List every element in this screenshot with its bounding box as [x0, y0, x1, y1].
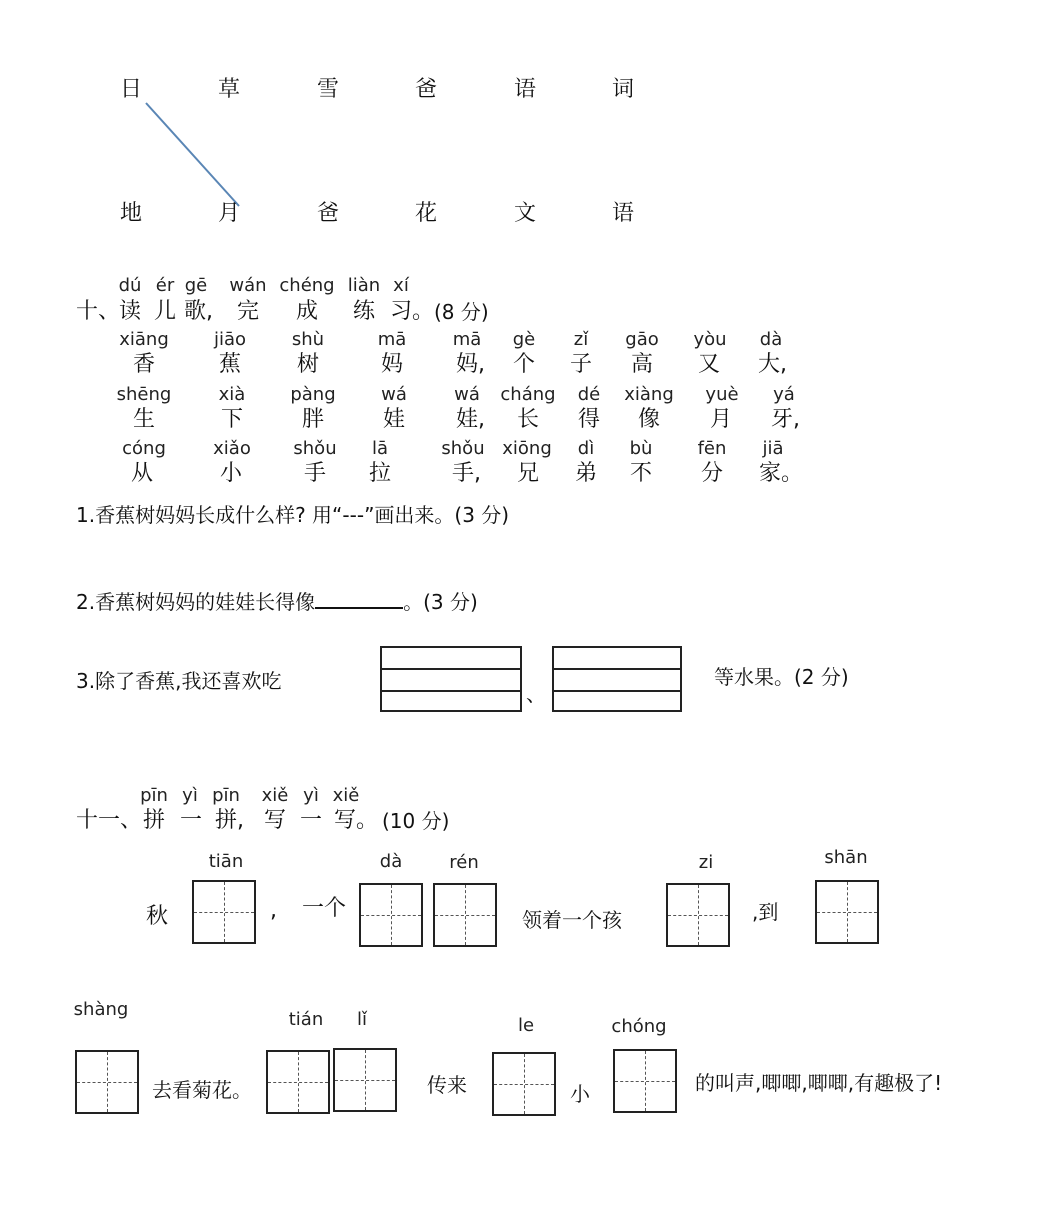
- sentence-text: 秋: [146, 904, 169, 929]
- writing-box-da[interactable]: [359, 883, 423, 947]
- separator: 、: [526, 682, 546, 706]
- sentence-text: 传来: [427, 1073, 467, 1097]
- section11-score: (10 分): [382, 809, 450, 833]
- sentence-text: ,到: [752, 900, 779, 924]
- sentence-text: 小: [570, 1082, 590, 1106]
- poem-pinyin: shù: [291, 329, 325, 350]
- title-char: 完: [237, 299, 260, 324]
- poem-pinyin: xià: [218, 384, 246, 405]
- match-bottom-3[interactable]: 爸: [317, 201, 340, 226]
- title-char: 儿: [154, 299, 177, 324]
- poem-pinyin: lā: [371, 438, 389, 459]
- match-bottom-6[interactable]: 语: [612, 201, 635, 226]
- box-divider: [382, 690, 520, 692]
- poem-pinyin: shǒu: [441, 438, 485, 459]
- question-2-score: 。(3 分): [403, 590, 478, 614]
- writing-box-shan[interactable]: [815, 880, 879, 944]
- title-pinyin: xiě: [261, 785, 289, 806]
- title-char: 练: [353, 299, 376, 324]
- sentence-text: 一个: [302, 896, 347, 921]
- box-pinyin: tiān: [208, 851, 244, 872]
- poem-char: 子: [570, 352, 593, 377]
- poem-pinyin: xiàng: [624, 384, 674, 405]
- sentence-text: 去看菊花。: [152, 1078, 252, 1102]
- poem-char: 高: [631, 352, 654, 377]
- sentence-text: ,: [270, 898, 277, 923]
- writing-box-zi[interactable]: [666, 883, 730, 947]
- poem-char: 手: [304, 461, 327, 486]
- poem-char: 分: [701, 461, 724, 486]
- match-bottom-5[interactable]: 文: [514, 201, 537, 226]
- writing-box-tian2[interactable]: [266, 1050, 330, 1114]
- poem-pinyin: dé: [577, 384, 601, 405]
- match-top-5[interactable]: 语: [514, 77, 537, 102]
- poem-char: 长: [517, 407, 540, 432]
- poem-char: 蕉: [219, 352, 242, 377]
- poem-char: 妈,: [456, 352, 485, 377]
- poem-char: 生: [133, 407, 156, 432]
- answer-blank[interactable]: [315, 587, 403, 609]
- box-pinyin: shān: [824, 847, 868, 868]
- section11-number: 十一、: [76, 808, 143, 833]
- poem-char: 胖: [302, 407, 325, 432]
- title-char: 读: [119, 299, 142, 324]
- poem-pinyin: yuè: [705, 384, 739, 405]
- box-divider: [554, 690, 680, 692]
- match-top-3[interactable]: 雪: [317, 77, 340, 102]
- poem-pinyin: xiāng: [119, 329, 169, 350]
- poem-pinyin: fēn: [697, 438, 727, 459]
- poem-pinyin: dà: [759, 329, 783, 350]
- match-bottom-4[interactable]: 花: [415, 201, 438, 226]
- poem-char: 又: [698, 352, 721, 377]
- poem-pinyin: shǒu: [293, 438, 337, 459]
- title-pinyin: gē: [184, 275, 208, 296]
- poem-pinyin: gè: [512, 329, 536, 350]
- match-bottom-2[interactable]: 月: [218, 201, 241, 226]
- poem-pinyin: wá: [381, 384, 407, 405]
- writing-box-le[interactable]: [492, 1052, 556, 1116]
- poem-pinyin: jiā: [762, 438, 784, 459]
- title-char: 写: [264, 808, 287, 833]
- poem-char: 家。: [759, 461, 804, 486]
- box-pinyin: dà: [379, 851, 403, 872]
- box-pinyin: le: [517, 1015, 535, 1036]
- poem-char: 娃,: [456, 407, 485, 432]
- poem-char: 手,: [452, 461, 481, 486]
- poem-pinyin: cháng: [500, 384, 556, 405]
- title-pinyin: ér: [155, 275, 175, 296]
- writing-box-tian[interactable]: [192, 880, 256, 944]
- title-char: 一: [300, 808, 323, 833]
- poem-pinyin: cóng: [122, 438, 166, 459]
- question-3-text: 3.除了香蕉,我还喜欢吃: [76, 669, 282, 693]
- title-char: 拼: [143, 808, 166, 833]
- title-char: 一: [180, 808, 203, 833]
- title-pinyin: wán: [229, 275, 267, 296]
- poem-pinyin: shēng: [116, 384, 172, 405]
- poem-char: 娃: [383, 407, 406, 432]
- poem-pinyin: bù: [629, 438, 653, 459]
- box-pinyin: rén: [449, 852, 479, 873]
- title-pinyin: xiě: [332, 785, 360, 806]
- poem-char: 兄: [517, 461, 540, 486]
- poem-pinyin: zǐ: [573, 329, 589, 350]
- poem-pinyin: mā: [452, 329, 482, 350]
- box-pinyin: tián: [288, 1009, 324, 1030]
- poem-char: 弟: [575, 461, 598, 486]
- writing-box-chong[interactable]: [613, 1049, 677, 1113]
- poem-char: 下: [221, 407, 244, 432]
- poem-pinyin: jiāo: [213, 329, 247, 350]
- question-1: 1.香蕉树妈妈长成什么样? 用“---”画出来。(3 分): [76, 503, 510, 527]
- box-pinyin: lǐ: [356, 1009, 367, 1030]
- question-3-end: 等水果。(2 分): [714, 665, 849, 689]
- title-pinyin: pīn: [212, 785, 240, 806]
- title-pinyin: dú: [118, 275, 142, 296]
- poem-pinyin: dì: [577, 438, 595, 459]
- poem-pinyin: xiōng: [502, 438, 552, 459]
- box-pinyin: shàng: [73, 999, 129, 1020]
- title-pinyin: xí: [393, 275, 409, 296]
- match-top-1[interactable]: 日: [120, 77, 143, 102]
- writing-box-li[interactable]: [333, 1048, 397, 1112]
- section10-number: 十、: [76, 299, 121, 324]
- poem-char: 拉: [369, 461, 392, 486]
- poem-pinyin: yá: [773, 384, 795, 405]
- match-top-2[interactable]: 草: [218, 77, 241, 102]
- question-2-text: 2.香蕉树妈妈的娃娃长得像: [76, 590, 316, 614]
- poem-pinyin: xiǎo: [213, 438, 251, 459]
- poem-char: 妈: [381, 352, 404, 377]
- poem-char: 个: [513, 352, 536, 377]
- poem-char: 得: [578, 407, 601, 432]
- title-pinyin: chéng: [279, 275, 335, 296]
- title-pinyin: yì: [182, 785, 198, 806]
- match-bottom-1[interactable]: 地: [120, 201, 143, 226]
- poem-char: 牙,: [771, 407, 800, 432]
- poem-char: 像: [638, 407, 661, 432]
- title-char: 写。: [334, 808, 379, 833]
- match-top-6[interactable]: 词: [612, 77, 635, 102]
- title-char: 歌,: [184, 299, 213, 324]
- poem-pinyin: mā: [377, 329, 407, 350]
- box-divider: [382, 668, 520, 670]
- writing-box-ren[interactable]: [433, 883, 497, 947]
- poem-char: 树: [297, 352, 320, 377]
- poem-pinyin: wá: [454, 384, 480, 405]
- title-char: 成: [296, 299, 319, 324]
- title-pinyin: yì: [303, 785, 319, 806]
- box-divider: [554, 668, 680, 670]
- fruit-answer-box-2[interactable]: [552, 646, 682, 712]
- title-char: 拼,: [215, 808, 244, 833]
- poem-pinyin: gāo: [625, 329, 659, 350]
- writing-box-shang[interactable]: [75, 1050, 139, 1114]
- title-pinyin: pīn: [140, 785, 168, 806]
- poem-char: 月: [710, 407, 733, 432]
- poem-char: 从: [131, 461, 154, 486]
- match-top-4[interactable]: 爸: [415, 77, 438, 102]
- title-char: 习。: [390, 299, 435, 324]
- section10-score: (8 分): [434, 300, 489, 324]
- poem-pinyin: yòu: [693, 329, 727, 350]
- title-pinyin: liàn: [347, 275, 381, 296]
- poem-char: 大,: [758, 352, 787, 377]
- poem-char: 香: [133, 352, 156, 377]
- box-pinyin: zi: [698, 852, 714, 873]
- poem-char: 小: [220, 461, 243, 486]
- question-2: [76, 587, 478, 614]
- fruit-answer-box-1[interactable]: [380, 646, 522, 712]
- box-pinyin: chóng: [611, 1016, 667, 1037]
- poem-char: 不: [630, 461, 653, 486]
- sentence-text: 的叫声,唧唧,唧唧,有趣极了!: [695, 1071, 943, 1095]
- sentence-text: 领着一个孩: [522, 908, 622, 932]
- poem-pinyin: pàng: [290, 384, 336, 405]
